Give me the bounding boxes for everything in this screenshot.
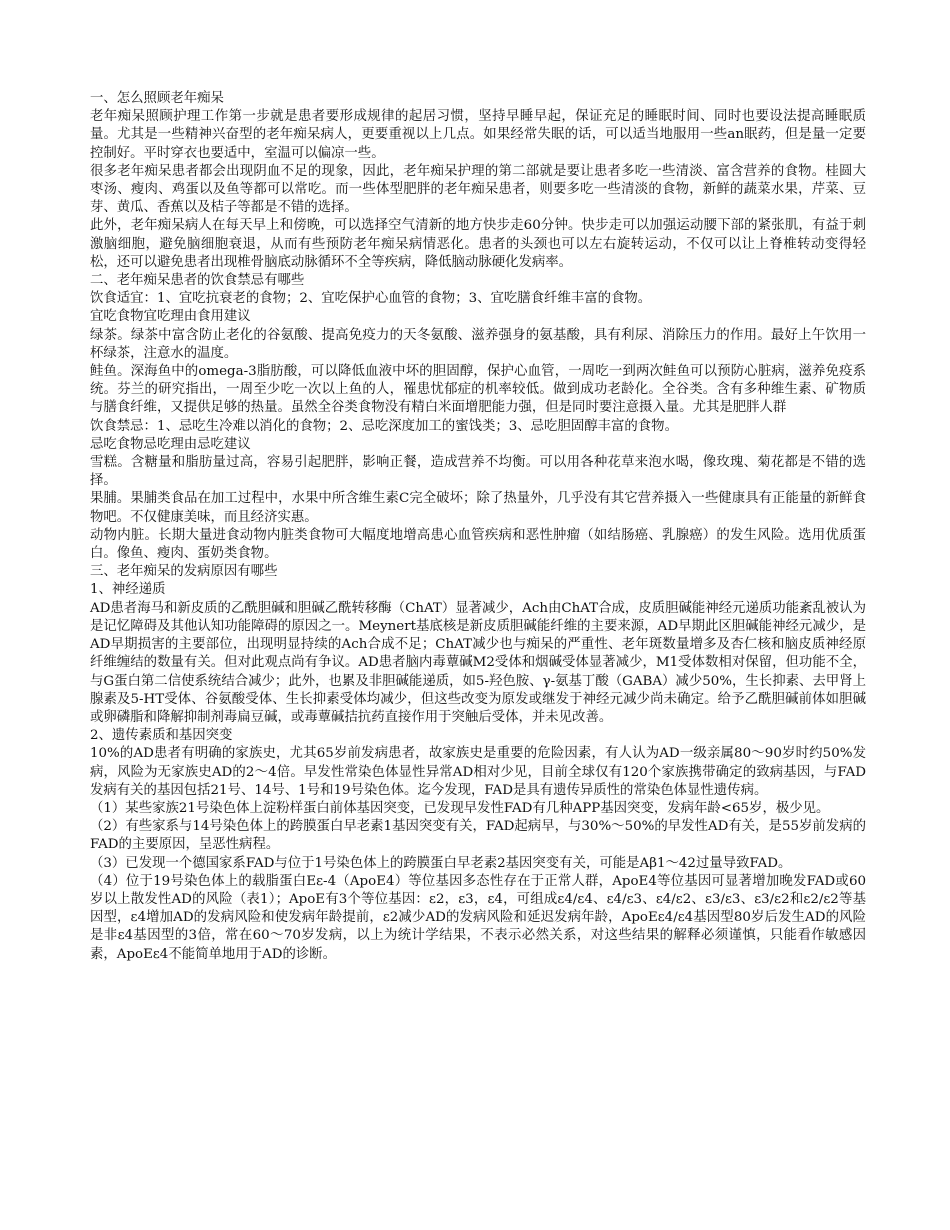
paragraph-chromosome-14: （2）有些家系与14号染色体上的跨膜蛋白早老素1基因突变有关，FAD起病早，与30%～50%的早发性AD有关，是55岁前发病的FAD的主要原因，呈恶性病程。 — [90, 819, 866, 853]
document-body — [90, 90, 866, 964]
paragraph-neurotransmitter: AD患者海马和新皮质的乙酰胆碱和胆碱乙酰转移酶（ChAT）显著减少，Ach由ChAT合成，皮质胆碱能神经元递质功能紊乱被认为是记忆障碍及其他认知功能障碍的原因之一。Meynert基底核是新皮质胆碱能纤维的主要来源，AD早期此区胆碱能神经元减少，是AD早期损害的主要部位，出现明显持续的Ach合成不足；ChAT减少也与痴呆的严重性、老年斑数量增多及杏仁核和脑皮质神经原纤维缠结的数量有关。但对此观点尚有争议。AD患者脑内毒蕈碱M2受体和烟碱受体显著减少，M1受体数相对保留，但功能不全，与G蛋白第二信使系统结合减少；此外，也累及非胆碱能递质，如5-羟色胺、γ-氨基丁酸（GABA）减少50%，生长抑素、去甲肾上腺素及5-HT受体、谷氨酸受体、生长抑素受体均减少，但这些改变为原发或继发于神经元减少尚未确定。给予乙酰胆碱前体如胆碱或卵磷脂和降解抑制剂毒扁豆碱，或毒蕈碱拮抗药直接作用于突触后受体，并未见改善。 — [90, 600, 866, 725]
paragraph-ice-cream: 雪糕。含糖量和脂肪量过高，容易引起肥胖，影响正餐，造成营养不均衡。可以用各种花草来泡水喝，像玫瑰、菊花都是不错的选择。 — [90, 455, 866, 489]
paragraph-offal: 动物内脏。长期大量进食动物内脏类食物可大幅度地增高患心血管疾病和恶性肿瘤（如结肠癌、乳腺癌）的发生风险。选用优质蛋白。像鱼、瘦肉、蛋奶类食物。 — [90, 527, 866, 562]
paragraph-sleep-routine: 老年痴呆照顾护理工作第一步就是患者要形成规律的起居习惯，坚持早睡早起，保证充足的睡眠时间、同时也要设法提高睡眠质量。尤其是一些精神兴奋型的老年痴呆病人，更要重视以上几点。如果经常失眠的话，可以适当地服用一些an眠药，但是量一定要控制好。平时穿衣也要适中，室温可以偏凉一些。 — [90, 109, 866, 161]
paragraph-preserved-fruit: 果脯。果脯类食品在加工过程中，水果中所含维生素C完全破坏；除了热量外，几乎没有其它营养摄入一些健康具有正能量的新鲜食物吧。不仅健康美味，而且经济实惠。 — [90, 491, 866, 525]
heading-causes: 三、老年痴呆的发病原因有哪些 — [90, 564, 278, 580]
paragraph-chromosome-1: （3）已发现一个德国家系FAD与位于1号染色体上的跨膜蛋白早老素2基因突变有关，可能是Aβ1～42过量导致FAD。 — [90, 855, 792, 871]
paragraph-exercise: 此外，老年痴呆病人在每天早上和傍晚，可以选择空气清新的地方快步走60分钟。快步走可以加强运动腰下部的紧张肌，有益于刺激脑细胞，避免脑细胞衰退，从而有些预防老年痴呆病情恶化。患者的头颈也可以左右旋转运动，不仅可以让上脊椎转动变得轻松，还可以避免患者出现椎骨脑底动脉循环不全等疾病，降低脑动脉硬化发病率。 — [90, 218, 866, 270]
table-header-suitable: 宜吃食物宜吃理由食用建议 — [90, 309, 251, 325]
paragraph-chromosome-19: （4）位于19号染色体上的载脂蛋白Eε-4（ApoE4）等位基因多态性存在于正常人群，ApoE4等位基因可显著增加晚发FAD或60岁以上散发性AD的风险（表1）；ApoE有3个等位基因：ε2，ε3，ε4，可组成ε4/ε4、ε4/ε3、ε4/ε2、ε3/ε3、ε3/ε2和ε2/ε2等基因型，ε4增加AD的发病风险和使发病年龄提前，ε2减少AD的发病风险和延迟发病年龄，ApoEε4/ε4基因型80岁后发生AD的风险是非ε4基因型的3倍，常在60～70岁发病，以上为统计学结果，不表示必然关系，对这些结果的解释必须谨慎，只能看作敏感因素，ApoEε4不能简单地用于AD的诊断。 — [90, 873, 866, 962]
table-header-taboo: 忌吃食物忌吃理由忌吃建议 — [90, 436, 251, 452]
paragraph-salmon: 鲑鱼。深海鱼中的omega-3脂肪酸，可以降低血液中坏的胆固醇，保护心血管，一周吃一到两次鲑鱼可以预防心脏病，滋养免疫系统。芬兰的研究指出，一周至少吃一次以上鱼的人，罹患忧郁症的机率较低。做到成功老龄化。全谷类。含有多种维生素、矿物质与膳食纤维，又提供足够的热量。虽然全谷类食物没有精白米面增肥能力强，但是同时要注意摄入量。尤其是肥胖人群 — [90, 364, 866, 416]
paragraph-nutrition: 很多老年痴呆患者都会出现阴血不足的现象，因此，老年痴呆护理的第二部就是要让患者多吃一些清淡、富含营养的食物。桂圆大枣汤、瘦肉、鸡蛋以及鱼等都可以常吃。而一些体型肥胖的老年痴呆患者，则要多吃一些清淡的食物，新鲜的蔬菜水果，芹菜、豆芽、黄瓜、香蕉以及桔子等都是不错的选择。 — [90, 163, 866, 216]
subheading-genetics: 2、遗传素质和基因突变 — [90, 728, 233, 744]
paragraph-green-tea: 绿茶。绿茶中富含防止老化的谷氨酸、提高免疫力的天冬氨酸、滋养强身的氨基酸，具有利尿、消除压力的作用。最好上午饮用一杯绿茶，注意水的温度。 — [90, 327, 866, 361]
paragraph-diet-suitable: 饮食适宜：1、宜吃抗衰老的食物；2、宜吃保护心血管的食物；3、宜吃膳食纤维丰富的食物。 — [90, 291, 652, 307]
paragraph-family-history: 10%的AD患者有明确的家族史，尤其65岁前发病患者，故家族史是重要的危险因素，有人认为AD一级亲属80～90岁时约50%发病，风险为无家族史AD的2～4倍。早发性常染色体显性异常AD相对少见，目前全球仅有120个家族携带确定的致病基因，与FAD发病有关的基因包括21号、14号、1号和19号染色体。迄今发现，FAD是具有遗传异质性的常染色体显性遗传病。 — [90, 746, 866, 798]
paragraph-diet-taboo: 饮食禁忌：1、忌吃生冷难以消化的食物；2、忌吃深度加工的蜜饯类；3、忌吃胆固醇丰富的食物。 — [90, 418, 678, 434]
heading-care: 一、怎么照顾老年痴呆 — [90, 91, 224, 106]
heading-diet: 二、老年痴呆患者的饮食禁忌有哪些 — [90, 273, 305, 289]
subheading-neurotransmitter: 1、神经递质 — [90, 582, 166, 598]
paragraph-chromosome-21: （1）某些家族21号染色体上淀粉样蛋白前体基因突变，已发现早发性FAD有几种APP基因突变，发病年龄<65岁，极少见。 — [90, 800, 830, 816]
